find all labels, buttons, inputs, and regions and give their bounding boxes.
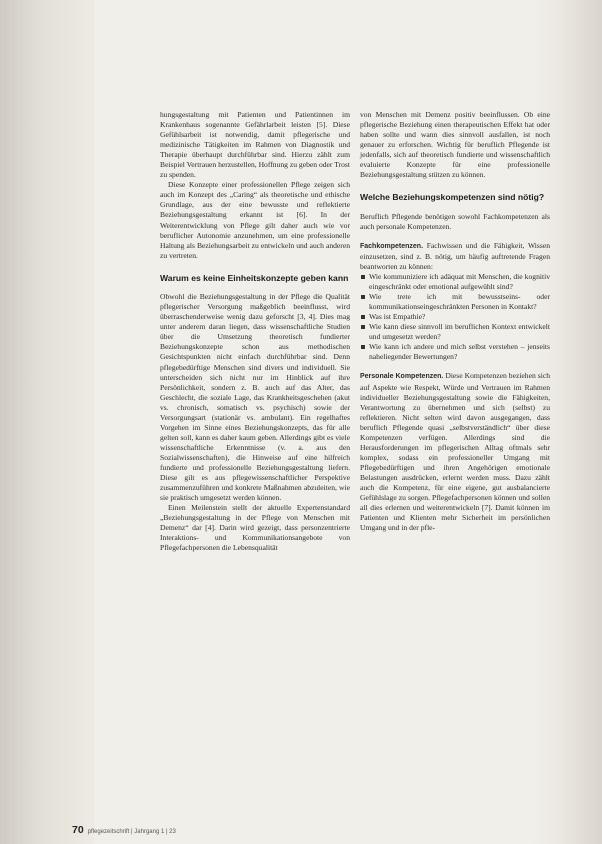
right-column bbox=[360, 110, 550, 533]
paragraph: Diese Konzepte einer professionellen Pflege zeigen sich auch im Konzept des „Caring“ als theoretische und ethische Grundlage, aus der eine bewusste und reflektierte Beziehungsgestaltung erkannt ist [6]. In der Weiterentwicklung von Pflege gilt daher auch wie vor beruflicher Autonomie anzunehmen, um eine professionelle Haltung als Beziehungsarbeit zu entwickeln und auch anderen zu vertreten. bbox=[160, 180, 350, 260]
run-in-heading: Fachkompetenzen. bbox=[360, 242, 424, 250]
paragraph: von Menschen mit Demenz positiv beeinflussen. Ob eine pflegerische Beziehung einen therapeutischen Effekt hat oder haben sollte und wann dies sinnvoll ausfallen, ist noch genauer zu erforschen. Wichtig für beruflich Pflegende ist jedenfalls, sich auf theoretisch fundierte und wissenschaftlich evaluierte Konzepte für eine professionelle Beziehungsgestaltung stützen zu können. bbox=[360, 110, 550, 180]
run-in-heading: Personale Kompetenzen. bbox=[360, 373, 444, 381]
page-number: 70 bbox=[72, 824, 84, 836]
paragraph: Obwohl die Beziehungsgestaltung in der Pflege die Qualität pflegerischer Versorgung maßgeblich beeinflusst, wird überraschenderweise wenig dazu geforscht [3, 4]. Dies mag unter anderem daran liegen, dass wissenschaftliche Studien über die Umsetzung theoretisch fundierter Beziehungskonzepte schon aus methodischen Gesichtspunkten nicht einfach durchführbar sind. Denn pflegebedürftige Menschen sind divers und individuell. Sie unterscheiden sich nicht nur im Hinblick auf ihre Persönlichkeit, sondern z. B. auch auf das Alter, das Geschlecht, die soziale Lage, das Krankheitsgeschehen (akut vs. chronisch, somatisch vs. psychisch) sowie der Versorgungsart (stationär vs. ambulant). Ein regelhaftes Vorgehen im Sinne eines Beziehungskonzepts, das für alle gelten soll, kann es daher kaum geben. Allerdings gibt es viele wissenschaftliche Erkenntnisse (v. a. aus den Sozialwissenschaften), die Hinweise auf eine hilfreich fundierte und professionelle Beziehungsgestaltung liefern. Diese gilt es aus pflegewissenschaftlicher Perspektive zusammenzuführen und konkrete Maßnahmen abzuleiten, wie sie praktisch umgesetzt werden können. bbox=[160, 292, 350, 503]
page-footer bbox=[72, 824, 176, 836]
question-list bbox=[360, 272, 550, 362]
paragraph: Beruflich Pflegende benötigen sowohl Fachkompetenzen als auch personale Kompetenzen. bbox=[360, 211, 550, 231]
list-item: Wie kommuniziere ich adäquat mit Menschen, die kognitiv eingeschränkt oder emotional aufgewühlt sind? bbox=[360, 272, 550, 292]
list-item: Wie kann ich andere und mich selbst verstehen – jenseits naheliegender Bewertungen? bbox=[360, 342, 550, 362]
list-item: Wie kann diese sinnvoll im beruflichen Kontext entwickelt und umgesetzt werden? bbox=[360, 322, 550, 342]
section-heading: Warum es keine Einheitskonzepte geben kann bbox=[160, 272, 349, 283]
spacer bbox=[360, 362, 550, 371]
paragraph bbox=[360, 241, 550, 272]
journal-info: pflegezeitschrift | Jahrgang 1 | 23 bbox=[87, 829, 176, 835]
left-column bbox=[160, 110, 350, 553]
paragraph: hungsgestaltung mit Patienten und Patientinnen im Krankenhaus sogenannte Gefährlarbeit leisten [5]. Diese Gefühlsarbeit ist notwendig, damit pflegerische und medizinische Tätigkeiten im Rahmen von Diagnostik und Therapie überhaupt durchführbar sind. Hierzu zählt zum Beispiel Vertrauen herzustellen, Hoffnung zu geben oder Trost zu spenden. bbox=[160, 110, 350, 180]
list-item: Wie trete ich mit bewusstseins- oder kommunikationseingeschränkten Personen in Kontakt? bbox=[360, 292, 550, 312]
list-item: Was ist Empathie? bbox=[360, 312, 550, 322]
spacer bbox=[360, 232, 550, 241]
paragraph bbox=[360, 371, 550, 533]
paragraph-text: Diese Kompetenzen beziehen sich auf Aspekte wie Respekt, Würde und Vertrauen im Rahmen individueller Beziehungsgestaltung sowie die Fähigkeiten, Verantwortung zu übernehmen und sich (selbst) zu reflektieren. Nicht selten wird davon ausgegangen, dass beruflich Pflegende quasi „selbstverständlich“ über diese Kompetenzen verfügen. Allerdings sind die Herausforderungen im pflegerischen Alltag oftmals sehr komplex, sodass ein professioneller Umgang mit Pflegebedürftigen und ihren Angehörigen emotionale Belastungen ausdrücken, erlernt werden muss. Dazu zählt auch die Kompetenz, für eine eigene, gut ausbalancierte Gefühlslage zu sorgen. Pflegefachpersonen können und sollen all dies erlernen und weiterentwickeln [7]. Damit können im Patienten und Klienten mehr Sicherheit im persönlichen Umgang und in der pfle- bbox=[360, 371, 550, 533]
section-heading: Welche Beziehungskompetenzen sind nötig? bbox=[360, 192, 545, 203]
paragraph: Einen Meilenstein stellt der aktuelle Expertenstandard „Beziehungsgestaltung in der Pflege von Menschen mit Demenz“ dar [4]. Darin wird gezeigt, dass personzentrierte Interaktions- und Kommunikationsangebote von Pflegefachpersonen die Lebensqualität bbox=[160, 503, 350, 553]
page-gutter-shadow bbox=[0, 0, 95, 844]
paragraph-text: Fachwissen und die Fähigkeit, Wissen einzusetzen, sind z. B. nötig, um häufig auftretende Fragen beantworten zu können: bbox=[360, 240, 550, 272]
